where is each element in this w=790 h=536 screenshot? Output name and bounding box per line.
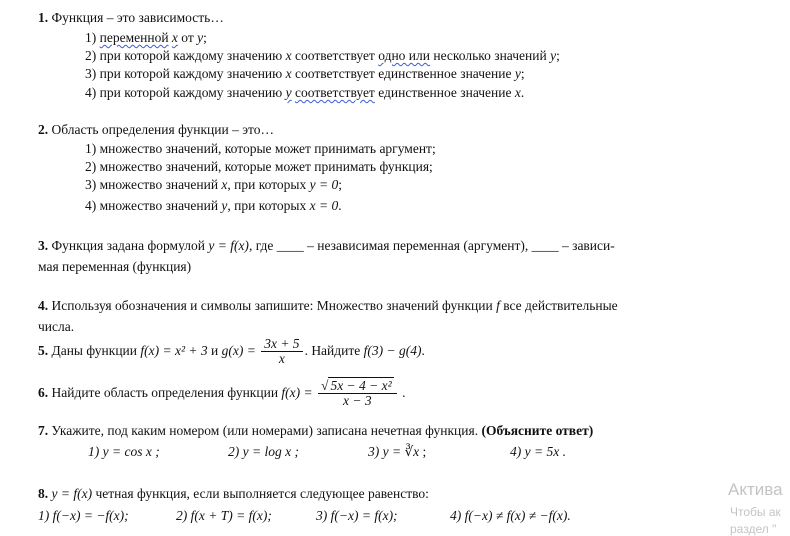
option-8-3 — [316, 508, 398, 524]
fraction-denominator: x − 3 — [343, 393, 372, 409]
math-formula: y = 0 — [309, 177, 339, 192]
question-text: , где ____ – независимая переменная (аргумент), ____ – зависи- — [248, 238, 615, 253]
option-text: 1) — [85, 30, 100, 45]
question-text: и — [207, 343, 222, 358]
option-text: одно или — [378, 48, 430, 63]
option-1-1 — [85, 30, 207, 46]
question-number: 2. — [38, 122, 49, 137]
math-var: y — [514, 66, 521, 81]
option-text: единственное значение — [374, 85, 515, 100]
activation-watermark-text: Чтобы ак — [730, 505, 781, 519]
option-7-2 — [228, 444, 299, 460]
option-text: 3) множество значений — [85, 177, 222, 192]
option-text: от — [177, 30, 198, 45]
question-3 — [38, 235, 756, 277]
math-formula: 1) y = cos x ; — [88, 444, 160, 459]
option-1-2 — [85, 48, 560, 64]
question-number: 4. — [38, 298, 49, 313]
question-7 — [38, 423, 593, 439]
math-var: x — [171, 30, 178, 45]
question-number: 3. — [38, 238, 49, 253]
option-8-2 — [176, 508, 272, 524]
option-2-2: 2) множество значений, которые может принимать функция; — [85, 159, 433, 174]
fraction-numerator: 3x + 5 — [261, 337, 302, 352]
option-text: ; — [556, 48, 560, 63]
question-text: . — [402, 385, 406, 400]
option-2-3 — [85, 177, 342, 193]
question-text: Используя обозначения и символы запишите: Множество значений функции — [51, 298, 497, 313]
option-text: ; — [419, 444, 427, 459]
question-text: Область определения функции – это… — [51, 122, 274, 137]
option-text: переменной — [99, 30, 169, 45]
option-text: ; — [520, 66, 525, 81]
question-text: четная функция, если выполняется следующее равенство: — [92, 486, 429, 501]
question-text: . Найдите — [304, 343, 364, 358]
question-text: . — [421, 343, 425, 358]
math-var: x — [285, 48, 292, 63]
math-var: x — [221, 177, 228, 192]
math-formula: f(x) = — [281, 385, 313, 400]
question-6 — [38, 378, 405, 408]
math-formula: 2) y = log x ; — [228, 444, 299, 459]
math-var: y — [221, 198, 228, 213]
math-formula: x = 0 — [309, 198, 339, 213]
math-formula: f(3) − g(4) — [363, 343, 422, 358]
option-text: 3) при которой каждому значению — [85, 66, 286, 81]
option-text: соответствует единственное значение — [291, 66, 515, 81]
question-text: Функция – это зависимость… — [51, 10, 224, 25]
option-text: ; — [338, 177, 342, 192]
option-text: несколько значений — [429, 48, 551, 63]
question-number: 5. — [38, 343, 49, 358]
option-7-1 — [88, 444, 160, 460]
math-formula: 5x − 4 − x² — [330, 378, 392, 394]
question-number: 8. — [38, 486, 49, 501]
option-8-4 — [450, 508, 571, 524]
option-text: , при которых — [227, 198, 310, 213]
math-formula: y = f(x) — [208, 238, 249, 253]
math-var: f — [496, 298, 500, 313]
math-formula: 1) f(−x) = −f(x); — [38, 508, 129, 523]
option-text: соответствует — [291, 48, 379, 63]
activation-watermark-text: раздел " — [730, 522, 777, 536]
option-text: ; — [203, 30, 207, 45]
activation-watermark-title: Актива — [728, 480, 783, 499]
option-2-1: 1) множество значений, которые может принимать аргумент; — [85, 141, 436, 156]
math-formula: ∛x — [404, 444, 420, 459]
question-text: Даны функции — [51, 343, 141, 358]
question-emphasis: (Объясните ответ) — [481, 423, 594, 438]
math-var: y — [550, 48, 557, 63]
math-formula: 4) f(−x) ≠ f(x) ≠ −f(x). — [450, 508, 571, 523]
math-formula: f(x) = x² + 3 — [140, 343, 208, 358]
question-text: Найдите область определения функции — [51, 385, 282, 400]
question-2 — [38, 122, 274, 138]
option-text: . — [338, 198, 342, 213]
math-var: y — [285, 85, 292, 100]
question-5 — [38, 336, 425, 366]
question-1 — [38, 10, 224, 26]
option-text: . — [520, 85, 525, 100]
question-number: 1. — [38, 10, 49, 25]
option-1-4 — [85, 85, 524, 101]
fraction — [261, 337, 302, 366]
math-formula: g(x) = — [221, 343, 256, 358]
option-2-4 — [85, 198, 342, 214]
math-formula: 2) f(x + T) = f(x); — [176, 508, 272, 523]
option-text: 2) при которой каждому значению — [85, 48, 286, 63]
option-7-3 — [368, 444, 426, 460]
option-text: 4) при которой каждому значению — [85, 85, 286, 100]
math-var: x — [514, 85, 521, 100]
math-var: x — [285, 66, 292, 81]
question-text: Укажите, под каким номером (или номерами) записана нечетная функция. — [51, 423, 482, 438]
question-text: мая переменная (функция) — [38, 259, 192, 274]
option-text: соответствует — [295, 85, 375, 100]
question-text: все действительные — [499, 298, 618, 313]
option-text: , при которых — [227, 177, 310, 192]
fraction-numerator: √ 5x − 4 − x² — [318, 379, 397, 394]
question-text: Функция задана формулой — [51, 238, 209, 253]
option-text: 4) множество значений — [85, 198, 222, 213]
question-text: числа. — [38, 319, 75, 334]
question-number: 6. — [38, 385, 49, 400]
option-1-3 — [85, 66, 525, 82]
math-formula: 3) f(−x) = f(x); — [316, 508, 398, 523]
question-8 — [38, 486, 429, 502]
math-formula: y = f(x) — [51, 486, 93, 501]
fraction — [318, 379, 397, 408]
math-var: y — [197, 30, 204, 45]
question-number: 7. — [38, 423, 49, 438]
math-formula: 3) y = — [368, 444, 405, 459]
option-8-1 — [38, 508, 129, 524]
math-formula: 4) y = 5x . — [510, 444, 566, 459]
option-7-4 — [510, 444, 566, 460]
fraction-denominator: x — [278, 351, 285, 367]
question-4 — [38, 295, 756, 337]
